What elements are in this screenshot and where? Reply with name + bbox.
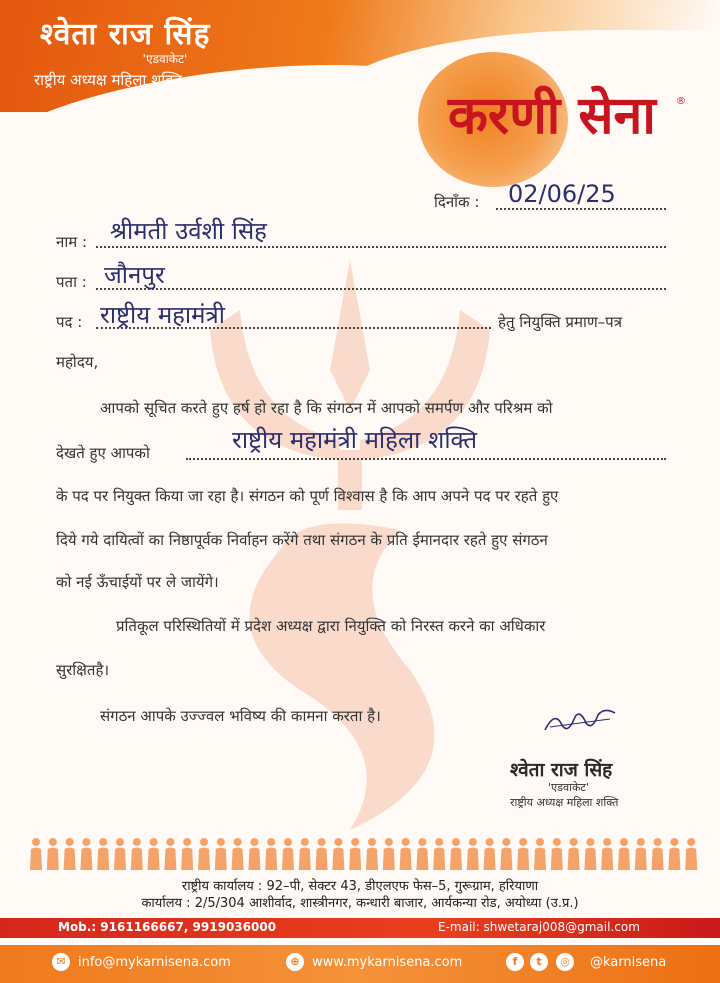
body-line: प्रतिकूल परिस्थितियों में प्रदेश अध्यक्ष द्वारा नियुक्ति को निरस्त करने का अधिकार — [116, 617, 546, 635]
website-link[interactable]: www.mykarnisena.com — [312, 955, 463, 970]
signature-title: 'एडवाकेट' — [548, 781, 589, 794]
signature-post: राष्ट्रीय अध्यक्ष महिला शक्ति — [510, 796, 619, 809]
facebook-icon[interactable]: f — [506, 953, 524, 971]
trishul-watermark-icon — [180, 250, 520, 850]
national-office-address: राष्ट्रीय कार्यालय : 92–पी, सेक्टर 43, डीएलएफ फेस–5, गुरूग्राम, हरियाणा — [181, 879, 539, 894]
address-value: जौनपुर — [104, 261, 165, 289]
body-line: संगठन आपके उज्ज्वल भविष्य की कामना करता है। — [100, 707, 381, 725]
post-value: राष्ट्रीय महामंत्री — [100, 301, 225, 329]
post-suffix: हेतु नियुक्ति प्रमाण–पत्र — [498, 313, 622, 331]
crowd-silhouette-icon — [30, 836, 710, 870]
info-email-link[interactable]: info@mykarnisena.com — [78, 955, 231, 970]
body-line: आपको सूचित करते हुए हर्ष हो रहा है कि संगठन में आपको समर्पण और परिश्रम को — [100, 399, 553, 417]
date-line — [496, 208, 666, 210]
office-address: कार्यालय : 2/5/304 आशीर्वाद, शास्त्रीनगर, कन्धारी बाजार, आर्यकन्या रोड, अयोध्या (उ.प्र.) — [141, 896, 579, 911]
address-line — [96, 288, 666, 290]
body-line: को नई ऊँचाईयों पर ले जायेंगे। — [56, 573, 219, 591]
date-value: 02/06/25 — [508, 180, 616, 208]
body-line: के पद पर नियुक्त किया जा रहा है। संगठन को पूर्ण विश्वास है कि आप अपने पद पर रहते हुए — [56, 487, 559, 505]
signature-name: श्वेता राज सिंह — [510, 759, 613, 781]
email-address: E-mail: shwetaraj008@gmail.com — [438, 920, 640, 934]
karni-sena-logo: करणी सेना — [448, 85, 656, 146]
body-line: सुरक्षितहै। — [56, 661, 110, 679]
post-label: पद : — [56, 313, 83, 331]
header-post: राष्ट्रीय अध्यक्ष महिला शक्ति — [34, 71, 182, 89]
social-handle[interactable]: @karnisena — [590, 955, 667, 970]
twitter-icon[interactable]: t — [530, 953, 548, 971]
appointment-value: राष्ट्रीय महामंत्री महिला शक्ति — [232, 426, 478, 454]
address-label: पता : — [56, 273, 87, 291]
body-line: दिये गये दायित्वों का निष्ठापूर्वक निर्वाहन करेंगे तथा संगठन के प्रति ईमानदार रहते हुए संगठन — [56, 531, 548, 549]
name-value: श्रीमती उर्वशी सिंह — [110, 217, 267, 245]
instagram-icon[interactable]: ◎ — [556, 953, 574, 971]
registered-mark: ® — [676, 96, 686, 107]
globe-icon: ⊕ — [286, 953, 304, 971]
header-title: 'एडवाकेट' — [142, 52, 188, 66]
signature-scribble — [540, 705, 620, 735]
name-label: नाम : — [56, 233, 88, 251]
salutation: महोदय, — [56, 353, 99, 371]
mail-icon: ✉ — [52, 953, 70, 971]
date-label: दिनाँक : — [434, 193, 480, 211]
appointment-line — [186, 458, 666, 460]
body-line: देखते हुए आपको — [56, 444, 150, 462]
mobile-numbers: Mob.: 9161166667, 9919036000 — [58, 920, 277, 934]
header-name: श्वेता राज सिंह — [40, 17, 211, 52]
